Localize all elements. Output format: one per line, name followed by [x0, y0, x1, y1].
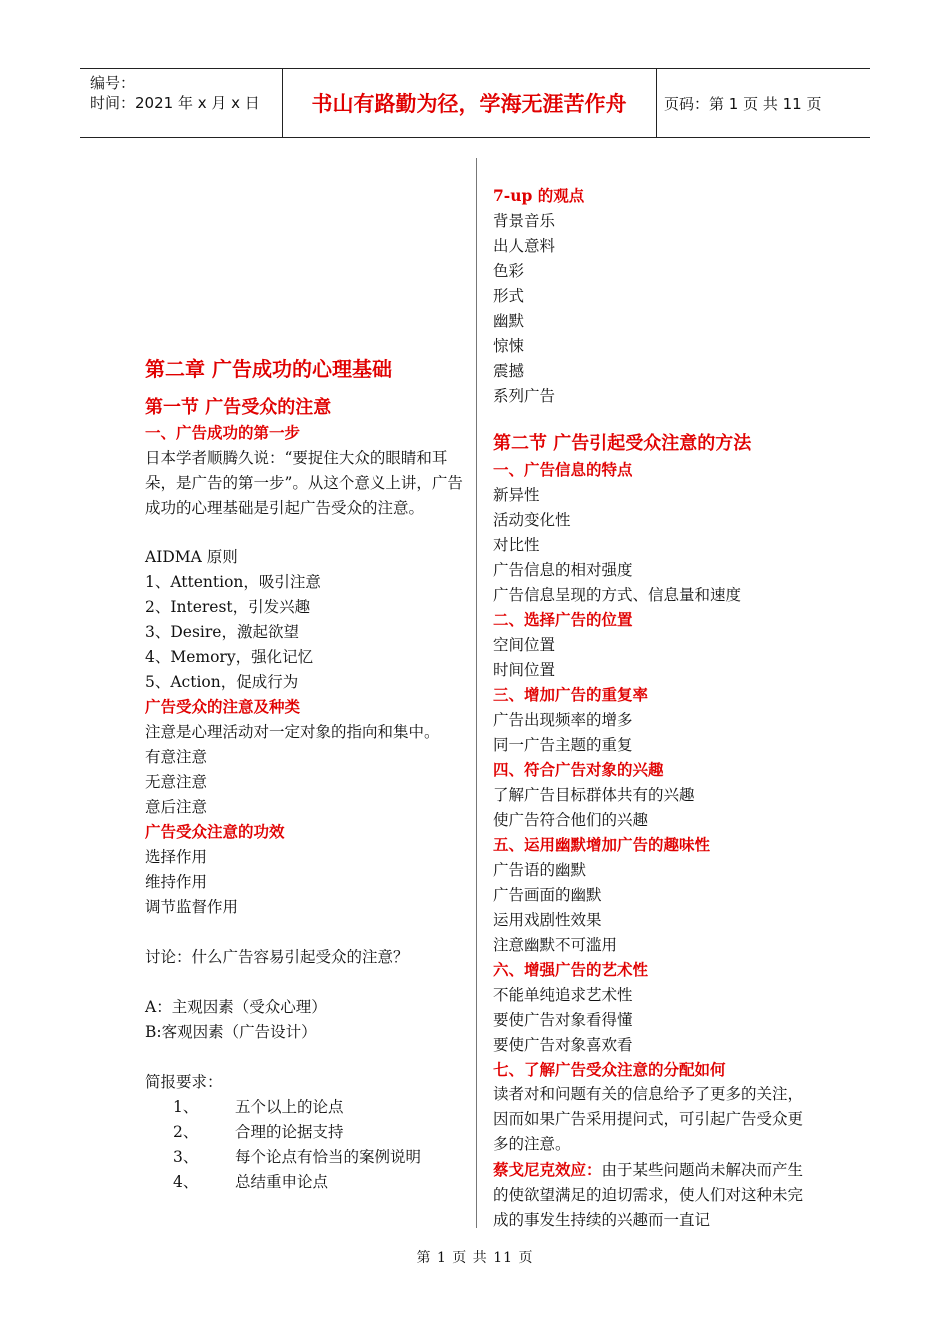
- aidma-title: AIDMA 原则: [145, 548, 238, 566]
- list-item: 无意注意: [145, 773, 208, 791]
- list-item: [173, 1121, 344, 1143]
- list-item: 时间位置: [493, 661, 556, 679]
- list-item: 系列广告: [493, 387, 556, 405]
- list-item: 有意注意: [145, 748, 208, 766]
- list-item: 广告语的幽默: [493, 861, 587, 879]
- list-item: 震撼: [493, 362, 525, 380]
- subsection-title: 广告受众注意的功效: [145, 822, 285, 841]
- subsection-title: 二、选择广告的位置: [493, 610, 633, 629]
- subsection-title: 五、运用幽默增加广告的趣味性: [493, 835, 711, 854]
- list-item: 形式: [493, 287, 525, 305]
- list-item: 意后注意: [145, 798, 208, 816]
- list-item: 要使广告对象喜欢看: [493, 1036, 633, 1054]
- subsection-title: 一、广告成功的第一步: [145, 423, 301, 442]
- column-divider: [476, 158, 477, 1228]
- chapter-title: 第二章 广告成功的心理基础: [145, 357, 392, 381]
- zeigarnik-paragraph: [493, 1157, 813, 1233]
- list-number: 1、: [173, 1098, 199, 1116]
- factor-line: B:客观因素（广告设计）: [145, 1023, 317, 1041]
- list-number: 2、: [173, 1123, 199, 1141]
- header-divider: [656, 69, 657, 137]
- subsection-title: 七、了解广告受众注意的分配如何: [493, 1060, 726, 1079]
- list-number: 4、: [173, 1173, 199, 1191]
- header-page-info: 页码：第 1 页 共 11 页: [664, 94, 822, 113]
- list-item: 选择作用: [145, 848, 208, 866]
- report-title: 简报要求：: [145, 1073, 223, 1091]
- list-item: 运用戏剧性效果: [493, 911, 602, 929]
- list-item: 2、Interest，引发兴趣: [145, 598, 311, 616]
- list-item: 广告出现频率的增多: [493, 711, 633, 729]
- list-item: 不能单纯追求艺术性: [493, 986, 633, 1004]
- header-meta: [90, 73, 260, 113]
- list-item: 了解广告目标群体共有的兴趣: [493, 786, 695, 804]
- page-footer: 第 1 页 共 11 页: [416, 1250, 534, 1266]
- list-item: [173, 1171, 328, 1193]
- section-title: 第一节 广告受众的注意: [145, 397, 332, 418]
- subsection-title: 广告受众的注意及种类: [145, 697, 301, 716]
- list-item: [173, 1096, 344, 1118]
- list-item: 对比性: [493, 536, 540, 554]
- subsection-title: 7-up 的观点: [493, 186, 585, 205]
- list-item: 调节监督作用: [145, 898, 239, 916]
- list-text: 五个以上的论点: [235, 1098, 344, 1116]
- zeigarnik-label: 蔡戈尼克效应：: [493, 1160, 602, 1179]
- list-number: 3、: [173, 1148, 199, 1166]
- header-motto: 书山有路勤为径，学海无涯苦作舟: [311, 92, 627, 116]
- factor-line: A：主观因素（受众心理）: [145, 998, 327, 1016]
- list-text: 总结重申论点: [235, 1173, 329, 1191]
- header-divider: [282, 69, 283, 137]
- subsection-title: 一、广告信息的特点: [493, 460, 633, 479]
- list-item: 活动变化性: [493, 511, 571, 529]
- quote-paragraph: 日本学者顺腾久说：“要捉住大众的眼睛和耳朵，是广告的第一步”。从这个意义上讲，广告成功的心理基础是引起广告受众的注意。: [145, 449, 463, 517]
- list-text: 每个论点有恰当的案例说明: [235, 1148, 422, 1166]
- section-title: 第二节 广告引起受众注意的方法: [493, 433, 752, 454]
- subsection-title: 三、增加广告的重复率: [493, 685, 649, 704]
- list-item: 空间位置: [493, 636, 556, 654]
- subsection-title: 六、增强广告的艺术性: [493, 960, 649, 979]
- list-item: 出人意料: [493, 237, 556, 255]
- list-item: 3、Desire，激起欲望: [145, 623, 299, 641]
- list-item: 同一广告主题的重复: [493, 736, 633, 754]
- subsection-title: 四、符合广告对象的兴趣: [493, 760, 664, 779]
- list-item: 注意幽默不可滥用: [493, 936, 618, 954]
- discussion-question: 讨论：什么广告容易引起受众的注意？: [145, 948, 409, 966]
- list-item: 广告信息的相对强度: [493, 561, 633, 579]
- list-item: 使广告符合他们的兴趣: [493, 811, 649, 829]
- list-item: 4、Memory，强化记忆: [145, 648, 314, 666]
- list-item: 5、Action，促成行为: [145, 673, 299, 691]
- page-header: [80, 68, 870, 138]
- list-text: 合理的论据支持: [235, 1123, 344, 1141]
- list-item: [173, 1146, 421, 1168]
- attention-allocation-paragraph: 读者对和问题有关的信息给予了更多的关注，因而如果广告采用提问式，可引起广告受众更多的注意。: [493, 1085, 804, 1153]
- list-item: 惊悚: [493, 337, 525, 355]
- doc-number-label: 编号：: [90, 74, 136, 92]
- list-item: 维持作用: [145, 873, 208, 891]
- list-item: 背景音乐: [493, 212, 556, 230]
- list-item: 广告信息呈现的方式、信息量和速度: [493, 586, 742, 604]
- attention-definition: 注意是心理活动对一定对象的指向和集中。: [145, 723, 440, 741]
- doc-date: 时间：2021 年 x 月 x 日: [90, 94, 260, 112]
- list-item: 幽默: [493, 312, 525, 330]
- list-item: 新异性: [493, 486, 540, 504]
- zeigarnik-text: 由于某些问题尚未解决而产生的使欲望满足的迫切需求，使人们对这种未完成的事发生持续的兴趣而一直记: [493, 1161, 804, 1229]
- list-item: 1、Attention，吸引注意: [145, 573, 321, 591]
- list-item: 要使广告对象看得懂: [493, 1011, 633, 1029]
- list-item: 广告画面的幽默: [493, 886, 602, 904]
- list-item: 色彩: [493, 262, 525, 280]
